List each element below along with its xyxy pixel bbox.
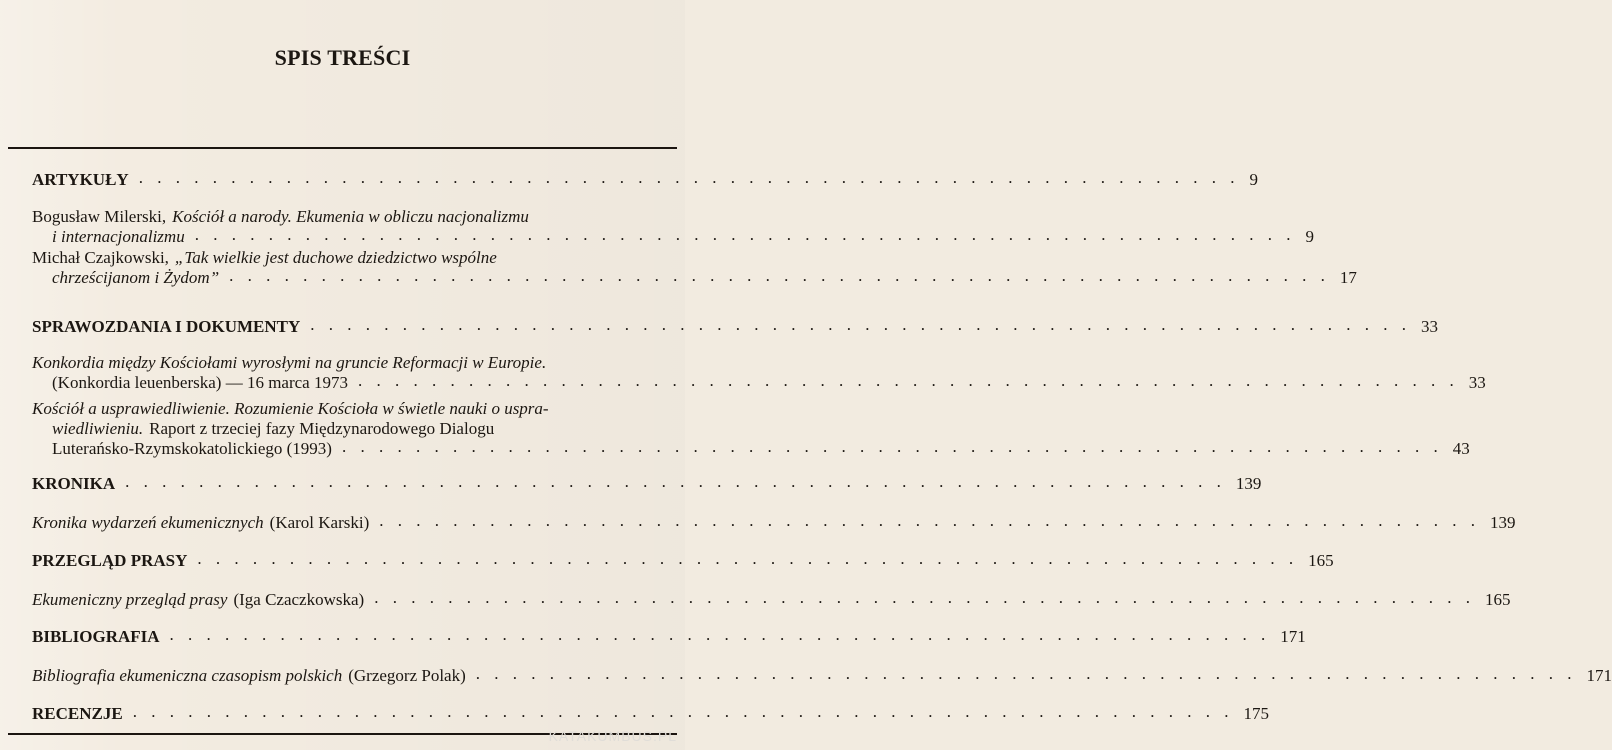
entry-title-continuation: wiedliwieniu. xyxy=(52,419,144,438)
entry-title: Ekumeniczny przegląd prasy xyxy=(32,590,228,609)
entry-title: Kościół a usprawiedliwienie. Rozumienie Kościoła w świetle nauki o uspra- xyxy=(32,399,549,418)
page-number: 33 xyxy=(1468,373,1486,392)
dot-leader: . . . . . . . . . . . . . . . . . . . . . . . . . . . . . . . . . . . . . . . . . . . . . . . . . . . . . . . . . . . . xyxy=(194,225,1296,244)
toc-section-sprawozdania xyxy=(32,315,1438,337)
entry-author: (Karol Karski) xyxy=(269,513,370,532)
page-number: 139 xyxy=(1490,513,1516,532)
toc-section-artykuly xyxy=(32,168,1258,190)
section-heading: ARTYKUŁY xyxy=(32,170,129,189)
dot-leader: . . . . . . . . . . . . . . . . . . . . . . . . . . . . . . . . . . . . . . . . . . . . . . . . . . . . . . . . . . . . xyxy=(169,625,1271,644)
entry-title: Konkordia między Kościołami wyrosłymi na gruncie Reformacji w Europie. xyxy=(32,353,547,372)
page-title: SPIS TREŚCI xyxy=(274,45,411,70)
entry-title: Bibliografia ekumeniczna czasopism polskich xyxy=(32,666,343,685)
entry-author: Bogusław Milerski, xyxy=(32,207,167,226)
entry-title-continuation: (Konkordia leuenberska) — 16 marca 1973 xyxy=(52,373,348,392)
toc-entry xyxy=(32,511,1516,533)
dot-leader: . . . . . . . . . . . . . . . . . . . . . . . . . . . . . . . . . . . . . . . . . . . . . . . . . . . . . . . . . . . . xyxy=(229,266,1330,285)
toc-entry xyxy=(32,399,1470,459)
page-number: 17 xyxy=(1339,268,1357,287)
toc-entry xyxy=(32,664,1612,686)
entry-title: „Tak wielkie jest duchowe dziedzictwo wspólne xyxy=(174,248,497,267)
dot-leader: . . . . . . . . . . . . . . . . . . . . . . . . . . . . . . . . . . . . . . . . . . . . . . . . . . . . . . . . . . . . xyxy=(357,371,1459,390)
dot-leader: . . . . . . . . . . . . . . . . . . . . . . . . . . . . . . . . . . . . . . . . . . . . . . . . . . . . . . . . . . . . xyxy=(341,437,1443,456)
entry-author: (Grzegorz Polak) xyxy=(348,666,466,685)
entry-title-continuation: Raport z trzeciej fazy Międzynarodowego Dialogu xyxy=(149,419,495,438)
page-number: 33 xyxy=(1421,317,1438,336)
section-heading: KRONIKA xyxy=(32,474,116,493)
page-number: 43 xyxy=(1452,439,1470,458)
page-number: 175 xyxy=(1243,704,1269,723)
page-number: 9 xyxy=(1305,227,1314,246)
dot-leader: . . . . . . . . . . . . . . . . . . . . . . . . . . . . . . . . . . . . . . . . . . . . . . . . . . . . . . . . . . . . xyxy=(475,664,1577,683)
page-number: 139 xyxy=(1235,474,1262,493)
section-heading: BIBLIOGRAFIA xyxy=(32,627,160,646)
toc-section-kronika xyxy=(32,472,1262,494)
dot-leader: . . . . . . . . . . . . . . . . . . . . . . . . . . . . . . . . . . . . . . . . . . . . . . . . . . . . . . . . . . . . xyxy=(138,168,1240,187)
dot-leader: . . . . . . . . . . . . . . . . . . . . . . . . . . . . . . . . . . . . . . . . . . . . . . . . . . . . . . . . . . . . xyxy=(310,315,1411,334)
entry-title: Kronika wydarzeń ekumenicznych xyxy=(32,513,264,532)
toc-section-prasa xyxy=(32,549,1334,571)
entry-title-continuation: Luterańsko-Rzymskokatolickiego (1993) xyxy=(52,439,332,458)
page-number: 171 xyxy=(1280,627,1306,646)
dot-leader: . . . . . . . . . . . . . . . . . . . . . . . . . . . . . . . . . . . . . . . . . . . . . . . . . . . . . . . . . . . . xyxy=(379,511,1481,530)
entry-title-continuation: chrześcijanom i Żydom” xyxy=(52,268,220,287)
toc-entry xyxy=(32,353,1486,393)
toc-section-bibliografia xyxy=(32,625,1306,647)
section-heading: RECENZJE xyxy=(32,704,123,723)
dot-leader: . . . . . . . . . . . . . . . . . . . . . . . . . . . . . . . . . . . . . . . . . . . . . . . . . . . . . . . . . . . . xyxy=(197,549,1299,568)
entry-title: Kościół a narody. Ekumenia w obliczu nacjonalizmu xyxy=(172,207,529,226)
toc-section-recenzje xyxy=(32,702,1269,724)
watermark-text: KATAKUMBUS.PL xyxy=(548,728,677,744)
page-number: 165 xyxy=(1308,551,1334,570)
dot-leader: . . . . . . . . . . . . . . . . . . . . . . . . . . . . . . . . . . . . . . . . . . . . . . . . . . . . . . . . . . . . xyxy=(125,472,1226,491)
toc-entry xyxy=(32,588,1511,610)
entry-author: (Iga Czaczkowska) xyxy=(233,590,365,609)
page-number: 9 xyxy=(1249,170,1258,189)
page-number: 171 xyxy=(1586,666,1612,685)
dot-leader: . . . . . . . . . . . . . . . . . . . . . . . . . . . . . . . . . . . . . . . . . . . . . . . . . . . . . . . . . . . . xyxy=(374,588,1475,607)
section-heading: SPRAWOZDANIA I DOKUMENTY xyxy=(32,317,301,336)
section-heading: PRZEGLĄD PRASY xyxy=(32,551,188,570)
page-number: 165 xyxy=(1484,590,1511,609)
entry-author: Michał Czajkowski, xyxy=(32,248,169,267)
dot-leader: . . . . . . . . . . . . . . . . . . . . . . . . . . . . . . . . . . . . . . . . . . . . . . . . . . . . . . . . . . . . xyxy=(132,702,1234,721)
toc-entry xyxy=(32,207,1314,247)
top-rule xyxy=(8,147,677,149)
entry-title-continuation: i internacjonalizmu xyxy=(52,227,185,246)
toc-entry xyxy=(32,248,1357,288)
